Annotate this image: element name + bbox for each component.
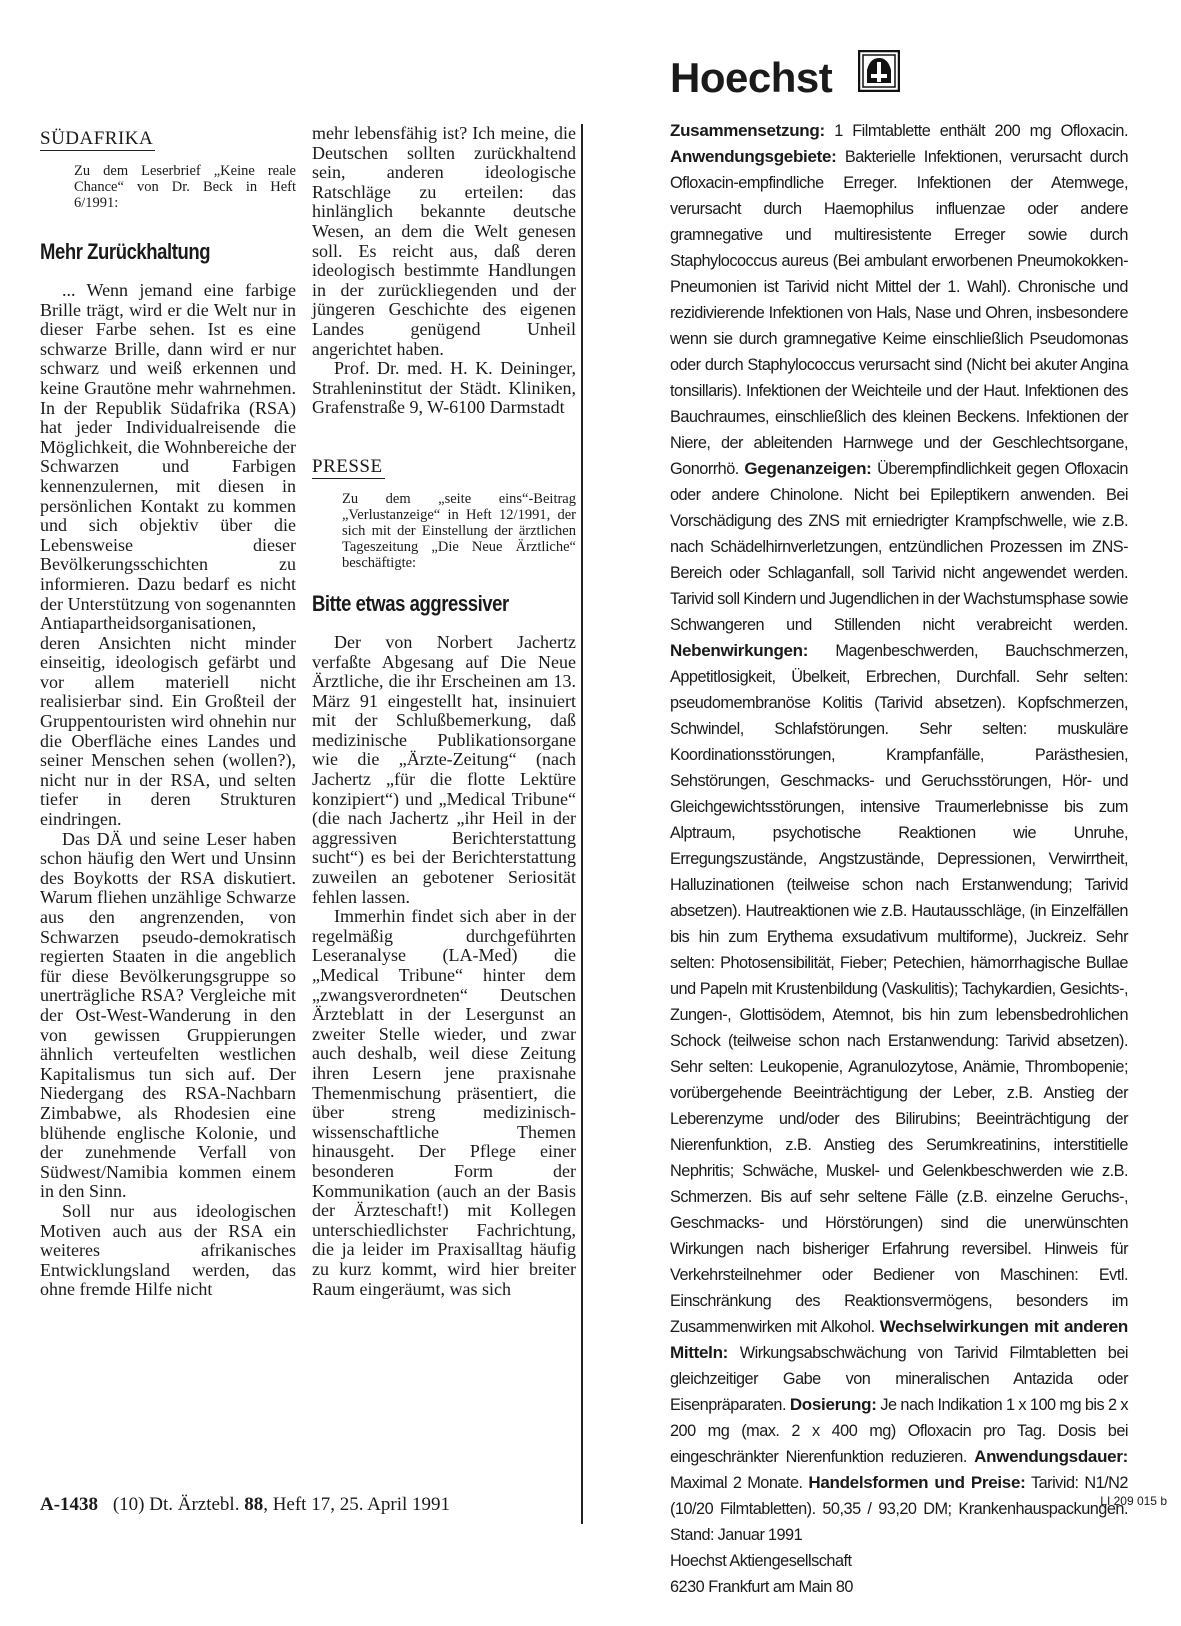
- author-signature: Prof. Dr. med. H. K. Deininger, Strahleninstitut der Städt. Kliniken, Grafenstraße 9, W-6100 Darmstadt: [312, 358, 576, 418]
- ad-product-information: [670, 118, 1128, 1548]
- ad-run-in-heading: Nebenwirkungen:: [670, 641, 809, 660]
- article-intro: Zu dem „seite eins“-Beitrag „Verlustanzeige“ in Heft 12/1991, der sich mit der Einstellung der ärztlichen Tageszeitung „Die Neue Ärztliche“ beschäftigte:: [342, 490, 576, 571]
- middle-column: [312, 124, 576, 1299]
- section-heading-presse: PRESSE: [312, 455, 383, 477]
- journal-issue-date: , Heft 17, 25. April 1991: [263, 1494, 451, 1515]
- article-paragraph: ... Wenn jemand eine farbige Brille trägt, wird er die Welt nur in dieser Farbe sehen. Ist es eine schwarze Brille, dann wird er nur schwarz und weiß erkennen und keine Grautöne mehr wahrnehmen. In der Republik Südafrika (RSA) hat jeder Individualreisende die Möglichkeit, die Wohnbereiche der Schwarzen und Farbigen kennenzulernen, mit diesen in persönlichen Kontakt zu kommen und sich objektiv über die Lebensweise dieser Bevölkerungsschichten zu informieren. Dazu bedarf es nicht der Unterstützung von sogenannten Antiapartheidsorganisationen, deren Ansichten nicht minder einseitig, ideologisch gefärbt und vor allem materiell nicht realisierbar sind. Ein Großteil der Gruppentouristen wird ohnehin nur die Oberfläche eines Landes und seiner Menschen sehen (wollen?), nicht nur in der RSA, und selten tiefer in deren Strukturen eindringen.: [40, 280, 296, 830]
- hoechst-advertisement: [670, 40, 1128, 1600]
- ad-header: [670, 40, 1128, 118]
- journal-volume: 88: [244, 1494, 264, 1515]
- ad-text-run: Bakterielle Infektionen, verursacht durch Ofloxacin-empfindliche Erreger. Infektionen der Atemwege, verursacht durch Haemophilus influenzae oder andere gramnegative und multiresistente Erreger sowie durch Staphylococcus aureus (Bei ambulant erworbenen Pneumokokken-Pneumonien ist Tarivid nicht Mittel der 1. Wahl). Chronische und rezidivierende Infektionen von Hals, Nase und Ohren, insbesondere wenn sie durch gramnegative Keime einschließlich Pseudomonas oder durch Staphylococcus verursacht sind (Nicht bei akuter Angina tonsillaris). Infektionen der Weichteile und der Haut. Infektionen des Bauchraumes, einschließlich des kleinen Beckens. Infektionen der Niere, der ableitenden Harnwege und der Geschlechtsorgane, Gonorrhö.: [670, 148, 1128, 478]
- ad-text-run: Überempfindlichkeit gegen Ofloxacin oder andere Chinolone. Nicht bei Epileptikern anwenden. Bei Vorschädigung des ZNS mit erniedrigter Krampfschwelle, wie z.B. nach Schädelhirnverletzungen, entzündlichen Prozessen im ZNS-Bereich oder Schlaganfall, soll Tarivid nicht angewendet werden. Tarivid soll Kindern und Jugendlichen in der Wachstumsphase sowie Schwangeren und Stillenden nicht verabreicht werden.: [670, 460, 1128, 634]
- page-footer: [40, 1494, 450, 1516]
- article-paragraph: mehr lebensfähig ist? Ich meine, die Deutschen sollten zurückhaltend sein, anderen ideologische Ratschläge zu erteilen: das hinlänglich bekannte deutsche Wesen, an dem die Welt genesen soll. Es reicht aus, daß deren ideologisch bestimmte Handlungen in der zurückliegenden und der jüngeren Geschichte des eigenen Landes genügend Unheil angerichtet haben.: [312, 123, 576, 359]
- ad-run-in-heading: Anwendungsgebiete:: [670, 147, 837, 166]
- ad-text-run: Magenbeschwerden, Bauchschmerzen, Appetitlosigkeit, Übelkeit, Erbrechen, Durchfall. Sehr selten: pseudomembranöse Kolitis (Tarivid absetzen). Kopfschmerzen, Schwindel, Schlafstörungen. Sehr selten: muskuläre Koordinationsstörungen, Krampfanfälle, Parästhesien, Sehstörungen, Geschmacks- und Geruchsstörungen, Hör- und Gleichgewichtsstörungen, intensive Traumerlebnisse bis zum Alptraum, psychotische Reaktionen wie Unruhe, Erregungszustände, Angstzustände, Depressionen, Verwirrtheit, Halluzinationen (teilweise schon nach Erstanwendung; Tarivid absetzen). Hautreaktionen wie z.B. Hautausschläge, (in Einzelfällen bis hin zum Erythema exsudativum multiforme), Juckreiz. Sehr selten: Photosensibilität, Fieber; Petechien, hämorrhagische Bullae und Papeln mit Krustenbildung (Vaskulitis); Tachykardien, Gesichts-, Zungen-, Glottisödem, Atemnot, bis hin zum lebensbedrohlichen Schock (teilweise schon nach Erstanwendung: Tarivid absetzen). Sehr selten: Leukopenie, Agranulozytose, Anämie, Thrombopenie; vorübergehende Beeinträchtigung der Leber, z.B. Anstieg der Leberenzyme und/oder des Bilirubins; Beeinträchtigung der Nierenfunktion, z.B. Anstieg des Serumkreatinins, interstitielle Nephritis; Schwäche, Muskel- und Gelenkbeschwerden wie z.B. Schmerzen. Bis auf sehr seltene Fälle (z.B. einzelne Geruchs-, Geschmacks- und Hörstörungen) sind die unerwünschten Wirkungen nach bisheriger Erfahrung reversibel. Hinweis für Verkehrsteilnehmer oder Bediener von Maschinen: Evtl. Einschränkung des Reaktionsvermögens, besonders im Zusammenwirken mit Alkohol.: [670, 642, 1128, 1336]
- article-body: [40, 281, 296, 1300]
- ad-run-in-heading: Dosierung:: [789, 1395, 877, 1414]
- ad-address: 6230 Frankfurt am Main 80: [670, 1578, 853, 1596]
- ad-text-run: Maximal 2 Monate.: [670, 1474, 809, 1492]
- page-number: A-1438: [40, 1494, 99, 1515]
- column-divider: [581, 124, 583, 1524]
- ad-text-run: Je nach Indikation 1 x 100 mg bis 2 x 200 mg (max. 2 x 400 mg) Ofloxacin pro Tag. Dosis bei eingeschränkter Nierenfunktion reduzieren.: [670, 1396, 1128, 1466]
- ad-text-run: 1 Filmtablette enthält 200 mg Ofloxacin.: [824, 122, 1128, 140]
- hoechst-logo-icon: [858, 50, 900, 92]
- article-body: [312, 633, 576, 1299]
- article-paragraph: Soll nur aus ideologischen Motiven auch aus der RSA ein weiteres afrikanisches Entwicklungsland werden, das ohne fremde Hilfe nicht: [40, 1200, 296, 1300]
- article-headline: Bitte etwas aggressiver: [312, 590, 509, 616]
- ad-run-in-heading: Zusammensetzung:: [670, 121, 825, 140]
- article-paragraph: Immerhin findet sich aber in der regelmäßig durchgeführten Leseranalyse (LA-Med) die „Medical Tribune“ hinter dem „zwangsverordneten“ Deutschen Ärzteblatt in der Lesergunst an zweiter Stelle wieder, und zwar auch deshalb, weil diese Zeitung ihren Lesern jene praxisnahe Themenmischung präsentiert, die über streng medizinisch-wissenschaftliche Themen hinausgeht. Der Pflege einer besonderen Form der Kommunikation (auch an der Basis der Ärzteschaft!) mit Kollegen unterschiedlichster Fachrichtung, die ja leider im Praxisalltag häufig zu kurz kommt, wird hier breiter Raum eingeräumt, was sich: [312, 906, 576, 1299]
- ad-run-in-heading: Handelsformen und Preise:: [808, 1473, 1026, 1492]
- article-paragraph: Der von Norbert Jachertz verfaßte Abgesang auf Die Neue Ärztliche, die ihr Erscheinen am 13. März 91 eingestellt hat, insinuiert mit der Schlußbemerkung, daß medizinische Publikationsorgane wie die „Ärzte-Zeitung“ (nach Jachertz „für die flotte Lektüre konzipiert“) und „Medical Tribune“ (die nach Jachertz „ihr Heil in der aggressiven Berichterstattung sucht“) es bei der Berichterstattung zuweilen an gebotener Seriosität fehlen lassen.: [312, 631, 576, 907]
- left-article: [40, 124, 296, 1300]
- ad-company: Hoechst Aktiengesellschaft: [670, 1552, 852, 1570]
- brand-wordmark: Hoechst: [670, 54, 833, 101]
- ad-run-in-heading: Gegenanzeigen:: [744, 459, 872, 478]
- ad-reference-code: LI 209 015 b: [1100, 1494, 1167, 1508]
- article-continuation: [312, 124, 576, 359]
- ad-run-in-heading: Anwendungsdauer:: [974, 1447, 1128, 1466]
- article-headline: Mehr Zurückhaltung: [40, 239, 211, 264]
- ad-text-run: Wirkungsabschwächung von Tarivid Filmtabletten bei gleichzeitiger Gabe von mineralischen Antazida oder Eisenpräparaten.: [670, 1344, 1128, 1414]
- section-heading-suedafrika: SÜDAFRIKA: [40, 128, 154, 149]
- ad-run-in-heading: Wechselwirkungen mit anderen Mitteln:: [670, 1317, 1128, 1362]
- journal-citation: (10) Dt. Ärztebl.: [112, 1494, 240, 1515]
- ad-text-run: Tarivid: N1/N2 (10/20 Filmtabletten). 50,35 / 93,20 DM; Krankenhauspackungen. Stand: Januar 1991: [670, 1474, 1128, 1544]
- article-paragraph: Das DÄ und seine Leser haben schon häufig den Wert und Unsinn des Boykotts der RSA diskutiert. Warum fliehen unzählige Schwarze aus den angrenzenden, von Schwarzen pseudo-demokratisch regierten Staaten in die angeblich für diese Bevölkerungsgruppe so unerträgliche RSA? Vergleiche mit der Ost-West-Wanderung in den von gewissen Gruppierungen ähnlich verteufelten westlichen Kapitalismus tun sich auf. Der Niedergang des RSA-Nachbarn Zimbabwe, als Rhodesien eine blühende englische Kolonie, und der zunehmende Verfall von Südwest/Namibia kommen einem in den Sinn.: [40, 828, 296, 1202]
- article-intro: Zu dem Leserbrief „Keine reale Chance“ von Dr. Beck in Heft 6/1991:: [74, 163, 296, 211]
